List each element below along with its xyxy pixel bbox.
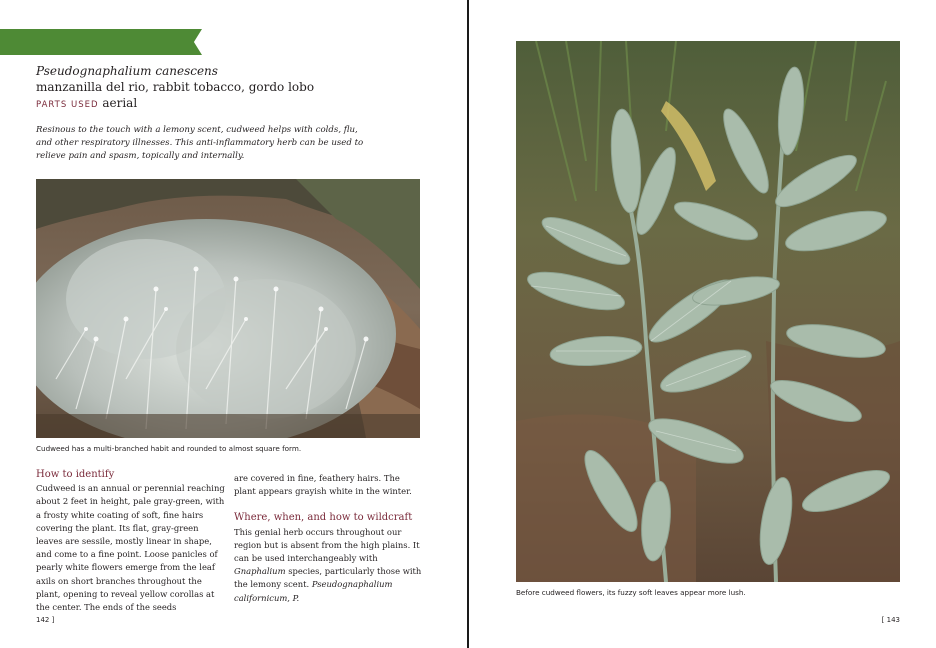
- how-to-identify-text: Cudweed is an annual or perennial reaching about 2 feet in height, pale gray-green, with a frosty white coating of soft, fine hairs covering the plant. Its flat, gray-green leaves are sessile, mostly linear in shape, and come to a fine point. Loose panicles of pearly white flowers emerge from the leaf axils on short branches throughout the plant, opening to reveal yellow corollas at the center. The ends of the seeds: [36, 483, 225, 613]
- page-number-right: [ 143: [881, 616, 900, 624]
- text-column-2: [234, 472, 424, 605]
- habit-photo-caption: Cudweed has a multi-branched habit and rounded to almost square form.: [36, 444, 302, 453]
- scientific-name: Pseudognaphalium canescens: [36, 64, 218, 78]
- leaves-photo-caption: Before cudweed flowers, its fuzzy soft leaves appear more lush.: [516, 588, 746, 597]
- parts-used: [36, 96, 137, 110]
- right-page: [469, 0, 936, 648]
- how-to-identify-heading: How to identify: [36, 469, 115, 480]
- cudweed-habit-photo: [36, 179, 420, 438]
- text-column-1: [36, 468, 226, 614]
- parts-used-value: aerial: [102, 96, 138, 110]
- where-when-how-text: This genial herb occurs throughout our region but is absent from the high plains. It can be used interchangeably with Gnaphalium species, particularly those with the lemony scent. Pseudognaphalium californicum, P.: [234, 526, 422, 603]
- title-banner: [0, 29, 202, 55]
- left-page: [0, 0, 467, 648]
- intro-paragraph: Resinous to the touch with a lemony scent, cudweed helps with colds, flu, and other respiratory illnesses. This anti-inflammatory herb can be used to relieve pain and spasm, topically and internally.: [36, 125, 364, 161]
- where-when-how-heading: Where, when, and how to wildcraft: [234, 512, 413, 524]
- cudweed-leaves-photo: [516, 41, 900, 582]
- common-names: manzanilla del rio, rabbit tobacco, gordo lobo: [36, 80, 315, 94]
- parts-used-label: PARTS USED: [36, 100, 99, 110]
- plant-title: cudweed: [36, 1, 119, 22]
- page-number-left: 142 ]: [36, 616, 55, 624]
- how-to-identify-continued: are covered in fine, feathery hairs. The plant appears grayish white in the winter.: [234, 473, 412, 497]
